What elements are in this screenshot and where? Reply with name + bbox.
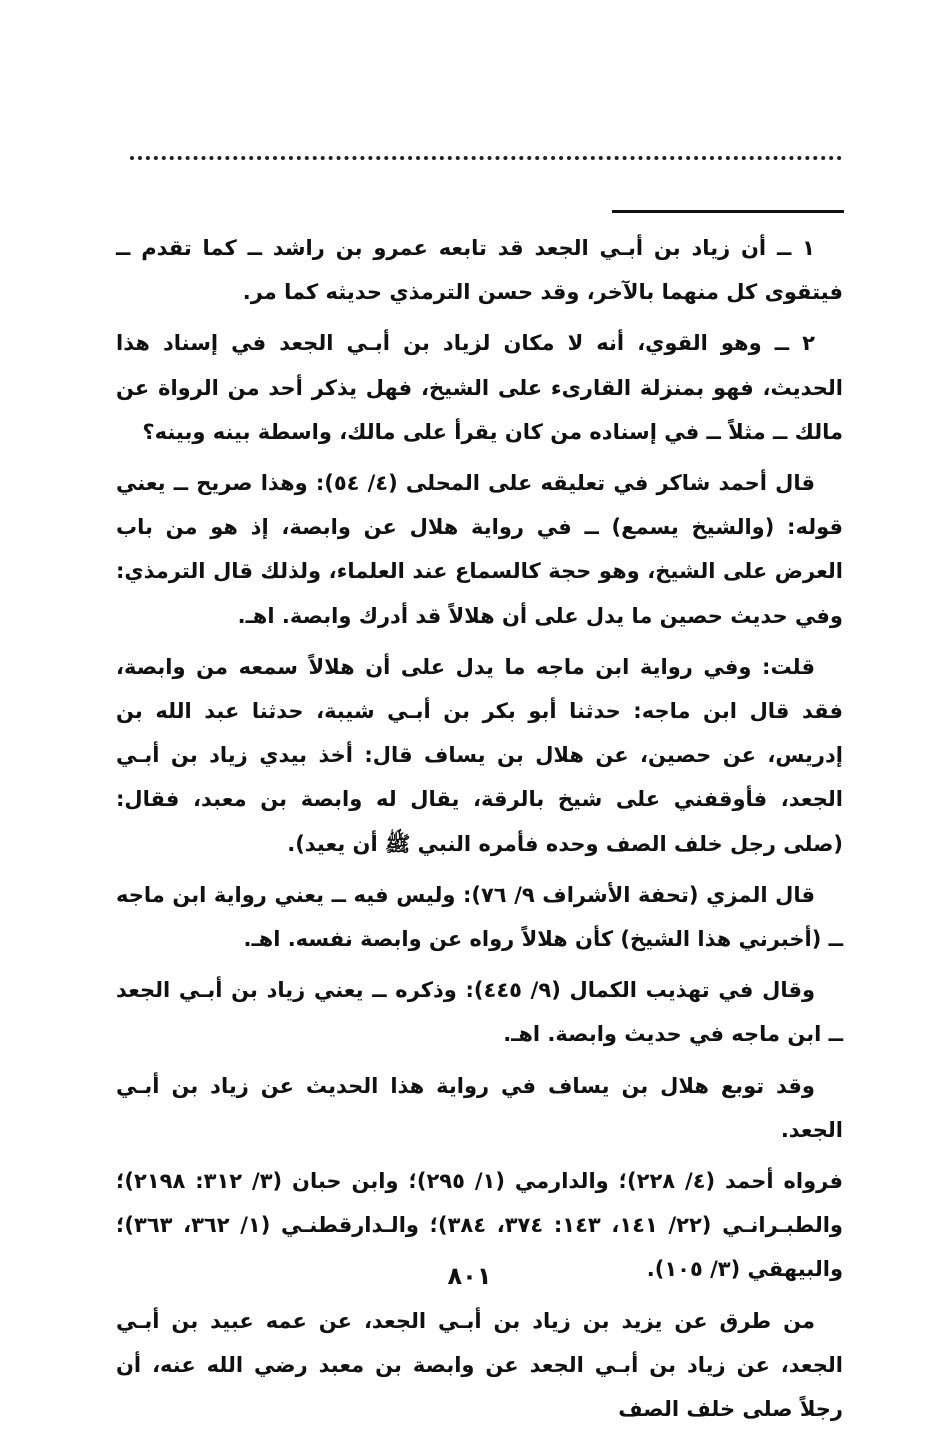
dotted-separator	[130, 156, 842, 160]
paragraph-1: ١ ــ أن زياد بن أبـي الجعد قد تابعه عمرو بن راشد ــ كما تقدم ــ فيتقوى كل منهما بالآخر، وقد حسن الترمذي حديثه كما مر.	[116, 236, 843, 305]
paragraph-2: ٢ ــ وهو القوي، أنه لا مكان لزياد بن أبـي الجعد في إسناد هذا الحديث، فهو بمنزلة القارىء على الشيخ، فهل يذكر أحد من الرواة عن مالك ــ مثلاً ــ في إسناده من كان يقرأ على مالك، واسطة بينه وبينه؟	[116, 331, 843, 444]
paragraph-7: وقد توبع هلال بن يساف في رواية هذا الحديث عن زياد بن أبـي الجعد.	[116, 1073, 843, 1142]
paragraph-3: قال أحمد شاكر في تعليقه على المحلى (٤/ ٥٤): وهذا صريح ــ يعني قوله: (والشيخ يسمع) ــ في رواية هلال عن وابصة، إذ هو من باب العرض على الشيخ، وهو حجة كالسماع عند العلماء، ولذلك قال الترمذي: وفي حديث حصين ما يدل على أن هلالاً قد أدرك وابصة. اهـ.	[116, 471, 843, 628]
paragraph-5: قال المزي (تحفة الأشراف ٩/ ٧٦): وليس فيه ــ يعني رواية ابن ماجه ــ (أخبرني هذا الشيخ) كأن هلالاً رواه عن وابصة نفسه. اهـ.	[116, 882, 843, 952]
paragraph-4: قلت: وفي رواية ابن ماجه ما يدل على أن هلالاً سمعه من وابصة، فقد قال ابن ماجه: حدثنا أبو بكر بن أبـي شيبة، حدثنا عبد الله بن إدريس، عن حصين، عن هلال بن يساف قال: أخذ بيدي زياد بن أبـي الجعد، فأوقفني على شيخ بالرقة، يقال له وابصة بن معبد، فقال: (صلى رجل خلف الصف وحده فأمره النبي ﷺ أن يعيد).	[116, 654, 843, 856]
body-text	[116, 226, 843, 1438]
sources-paragraph: فرواه أحمد (٤/ ٢٢٨)؛ والدارمي (١/ ٢٩٥)؛ وابن حبان (٣/ ٣١٢: ٢١٩٨)؛ والطبـرانـي (٢٢/ ١٤١، ١٤٣: ٣٧٤، ٣٨٤)؛ والـدارقطنـي (١/ ٣٦٢، ٣٦٣)؛ والبيهقي (٣/ ١٠٥).	[116, 1169, 843, 1282]
page-number: ٨٠١	[447, 1262, 492, 1290]
paragraph-6: وقال في تهذيب الكمال (٩/ ٤٤٥): وذكره ــ يعني زياد بن أبـي الجعد ــ ابن ماجه في حديث وابصة. اهـ.	[116, 978, 843, 1047]
footnote-rule	[612, 210, 844, 213]
final-paragraph: من طرق عن يزيد بن زياد بن أبـي الجعد، عن عمه عبيد بن أبـي الجعد، عن زياد بن أبـي الجعد عن وابصة بن معبد رضي الله عنه، أن رجلاً صلى خلف الصف	[116, 1308, 843, 1422]
